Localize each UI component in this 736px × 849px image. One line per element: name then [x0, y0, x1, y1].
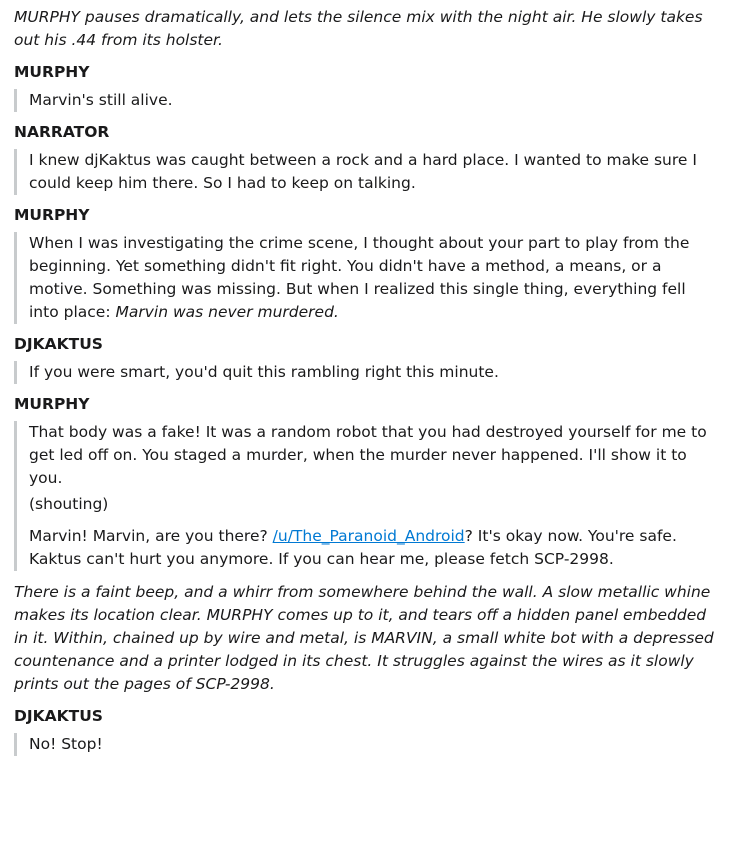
dialogue-murphy-1 — [14, 89, 720, 112]
speaker-murphy-2: MURPHY — [14, 206, 90, 224]
dialogue-murphy-2 — [14, 232, 720, 324]
speaker-murphy-1: MURPHY — [14, 63, 90, 81]
dialogue-line: No! Stop! — [29, 735, 103, 753]
action-line-2: There is a faint beep, and a whirr from somewhere behind the wall. A slow metallic whine makes its location clear. MURPHY comes up to it, and tears off a hidden panel embedded in it. Within, chained up by wire and metal, is MARVIN, a small white bot with a depressed countenance and a printer lodged in its chest. It struggles against the wires as it slowly prints out the pages of SCP-2998. — [14, 583, 714, 693]
dialogue-text-after: ? It's okay now. You're safe. Kaktus can't hurt you anymore. If you can hear me, please fetch SCP-2998. — [29, 527, 677, 568]
dialogue-murphy-3 — [14, 421, 720, 571]
dialogue-line: Marvin's still alive. — [29, 91, 173, 109]
speaker-djkaktus-2: DJKAKTUS — [14, 707, 103, 725]
user-profile-link[interactable]: /u/The_Paranoid_Android — [272, 527, 465, 545]
dialogue-djkaktus-2 — [14, 733, 720, 756]
dialogue-text: When I was investigating the crime scene, I thought about your part to play from the beginning. Yet something didn't fit right. You didn't have a method, a means, or a motive. Something was missing. But when I realized this single thing, everything fell into place: — [29, 234, 690, 321]
dialogue-line: If you were smart, you'd quit this rambling right this minute. — [29, 363, 499, 381]
dialogue-emphasis: Marvin was never murdered. — [115, 303, 339, 321]
speaker-murphy-3: MURPHY — [14, 395, 90, 413]
dialogue-line — [29, 232, 720, 324]
dialogue-djkaktus-1 — [14, 361, 720, 384]
dialogue-line — [29, 525, 720, 571]
action-line-1: MURPHY pauses dramatically, and lets the silence mix with the night air. He slowly takes out his .44 from its holster. — [14, 8, 703, 49]
speaker-djkaktus-1: DJKAKTUS — [14, 335, 103, 353]
dialogue-narrator-1 — [14, 149, 720, 195]
dialogue-parenthetical: (shouting) — [29, 495, 109, 513]
speaker-narrator-1: NARRATOR — [14, 123, 110, 141]
dialogue-text-before: Marvin! Marvin, are you there? — [29, 527, 273, 545]
dialogue-line: I knew djKaktus was caught between a rock and a hard place. I wanted to make sure I could keep him there. So I had to keep on talking. — [29, 151, 697, 192]
dialogue-line: That body was a fake! It was a random robot that you had destroyed yourself for me to get led off on. You staged a murder, when the murder never happened. I'll show it to you. — [29, 423, 707, 487]
